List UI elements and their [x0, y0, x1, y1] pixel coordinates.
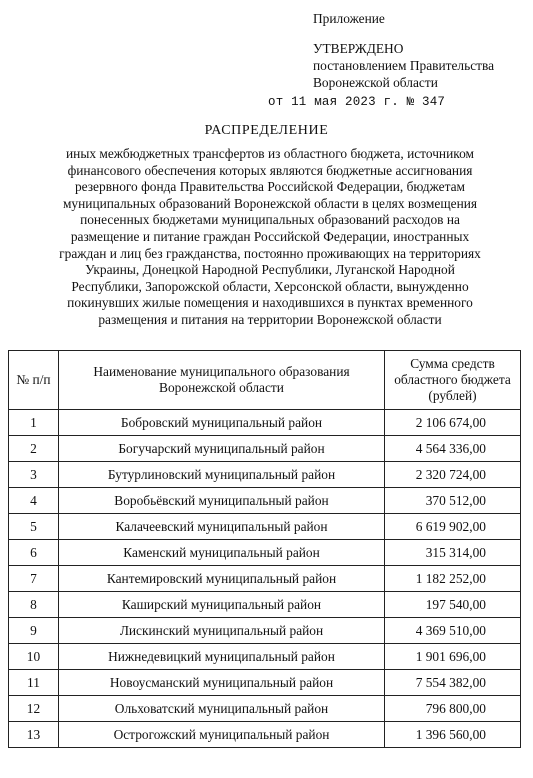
decree-line-1: постановлением Правительства — [313, 58, 495, 73]
row-sum: 370 512,00 — [385, 488, 521, 514]
row-municipality: Богучарский муниципальный район — [59, 436, 385, 462]
row-municipality: Ольховатский муниципальный район — [59, 696, 385, 722]
row-sum: 2 320 724,00 — [385, 462, 521, 488]
row-municipality: Бобровский муниципальный район — [59, 410, 385, 436]
column-header-number — [9, 351, 59, 410]
row-sum: 796 800,00 — [385, 696, 521, 722]
stamp-gap — [313, 27, 494, 40]
row-number: 11 — [9, 670, 59, 696]
row-sum: 6 619 902,00 — [385, 514, 521, 540]
approval-stamp — [313, 10, 494, 91]
column-header-number-text: № п/п — [16, 372, 51, 387]
distribution-table — [8, 350, 521, 748]
subtitle-line: муниципальных образований Воронежской области в целях возмещения — [62, 195, 478, 211]
table-header-row — [9, 351, 521, 410]
table-row — [9, 488, 521, 514]
row-number: 2 — [9, 436, 59, 462]
table-row — [9, 514, 521, 540]
column-header-sum-line: Сумма средств — [410, 356, 495, 371]
row-sum: 1 396 560,00 — [385, 722, 521, 748]
row-sum: 4 564 336,00 — [385, 436, 521, 462]
row-municipality: Бутурлиновский муниципальный район — [59, 462, 385, 488]
row-number: 4 — [9, 488, 59, 514]
table-row — [9, 722, 521, 748]
row-municipality: Нижнедевицкий муниципальный район — [59, 644, 385, 670]
row-number: 12 — [9, 696, 59, 722]
table-row — [9, 644, 521, 670]
table-row — [9, 540, 521, 566]
row-number: 8 — [9, 592, 59, 618]
row-municipality: Каменский муниципальный район — [59, 540, 385, 566]
row-sum: 315 314,00 — [385, 540, 521, 566]
column-header-name — [59, 351, 385, 410]
table-row — [9, 410, 521, 436]
subtitle-line: иных межбюджетных трансфертов из областного бюджета, источником — [65, 146, 475, 161]
appendix-label: Приложение — [313, 11, 385, 26]
column-header-sum-line: областного бюджета — [394, 372, 511, 387]
subtitle-line: финансового обеспечения которых являются бюджетные ассигнования — [67, 162, 473, 178]
approved-label: УТВЕРЖДЕНО — [313, 41, 404, 56]
subtitle-line: покинувших жилые помещения и находившихся в пунктах временного — [67, 295, 473, 311]
subtitle-line: граждан и лиц без гражданства, постоянно проживающих на территориях — [59, 245, 481, 261]
subtitle-line: Украины, Донецкой Народной Республики, Луганской Народной — [85, 262, 455, 278]
table-row — [9, 592, 521, 618]
decree-line-2: Воронежской области — [313, 75, 438, 90]
row-municipality: Калачеевский муниципальный район — [59, 514, 385, 540]
row-municipality: Новоусманский муниципальный район — [59, 670, 385, 696]
table-row — [9, 436, 521, 462]
table-row — [9, 670, 521, 696]
row-sum: 1 901 696,00 — [385, 644, 521, 670]
column-header-sum — [385, 351, 521, 410]
document-title: РАСПРЕДЕЛЕНИЕ — [204, 123, 329, 138]
column-header-name-line: Воронежской области — [159, 380, 284, 395]
row-sum: 4 369 510,00 — [385, 618, 521, 644]
subtitle-line: размещения и питания на территории Воронежской области — [98, 311, 442, 327]
subtitle-line: резервного фонда Правительства Российской Федерации, бюджетам — [74, 179, 466, 195]
row-municipality: Острогожский муниципальный район — [59, 722, 385, 748]
column-header-sum-line: (рублей) — [428, 388, 477, 403]
row-number: 7 — [9, 566, 59, 592]
row-sum: 1 182 252,00 — [385, 566, 521, 592]
row-number: 6 — [9, 540, 59, 566]
row-number: 5 — [9, 514, 59, 540]
row-number: 9 — [9, 618, 59, 644]
row-number: 1 — [9, 410, 59, 436]
subtitle-line: размещение и питание граждан Российской Федерации, иностранных — [70, 228, 470, 244]
column-header-name-line: Наименование муниципального образования — [93, 364, 350, 379]
row-number: 13 — [9, 722, 59, 748]
row-number: 10 — [9, 644, 59, 670]
subtitle-line: понесенных бюджетами муниципальных образований расходов на — [80, 212, 460, 228]
row-municipality: Кантемировский муниципальный район — [59, 566, 385, 592]
row-sum: 2 106 674,00 — [385, 410, 521, 436]
row-sum: 197 540,00 — [385, 592, 521, 618]
row-municipality: Каширский муниципальный район — [59, 592, 385, 618]
row-sum: 7 554 382,00 — [385, 670, 521, 696]
row-municipality: Воробьёвский муниципальный район — [59, 488, 385, 514]
table-row — [9, 696, 521, 722]
table-row — [9, 618, 521, 644]
table-row — [9, 462, 521, 488]
subtitle-line: Республики, Запорожской области, Херсонской области, вынужденно — [71, 278, 469, 294]
table-row — [9, 566, 521, 592]
order-date-number: от 11 мая 2023 г. № 347 — [268, 95, 446, 109]
document-subtitle — [40, 146, 500, 329]
row-number: 3 — [9, 462, 59, 488]
row-municipality: Лискинский муниципальный район — [59, 618, 385, 644]
